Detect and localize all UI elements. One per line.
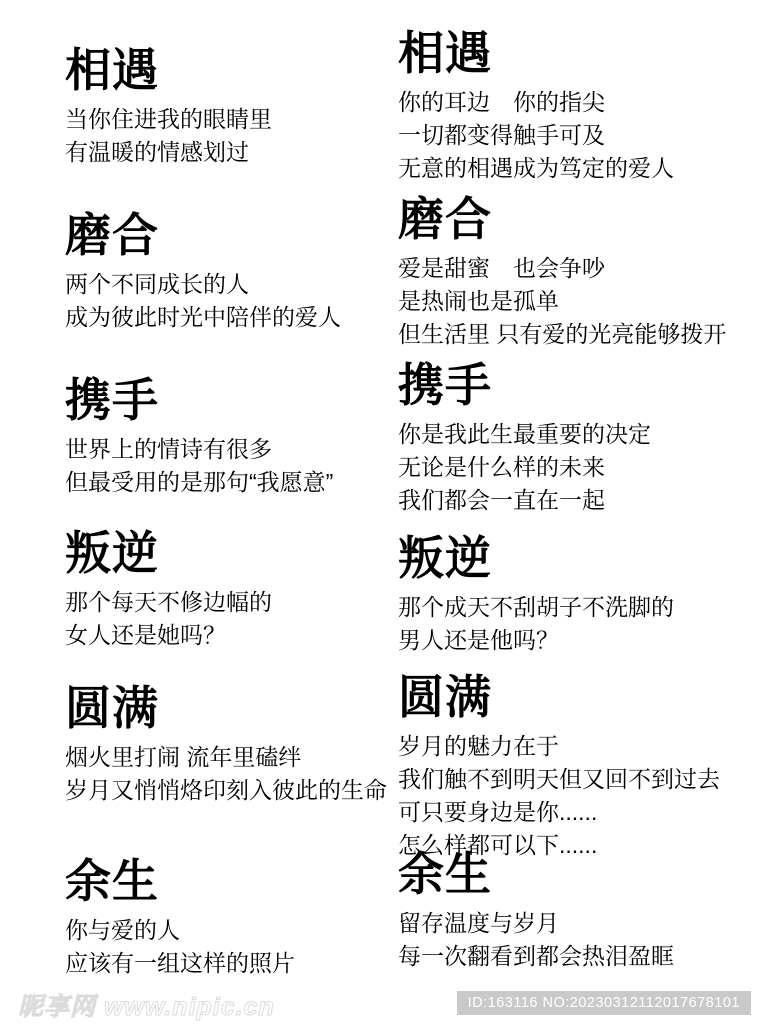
section-line: 怎么样都可以下...... <box>398 831 598 858</box>
section-line: 一切都变得触手可及 <box>398 121 605 148</box>
section-title: 余生 <box>398 848 492 900</box>
section-body <box>65 586 385 652</box>
section-line: 无论是什么样的未来 <box>398 453 605 480</box>
section-line: 无意的相遇成为笃定的爱人 <box>398 154 674 181</box>
section-line: 岁月又悄悄烙印刻入彼此的生命 <box>65 776 387 803</box>
section-line: 有温暖的情感划过 <box>65 138 249 165</box>
section-line: 但最受用的是那句“我愿意” <box>65 468 334 495</box>
section-right-hand-in-hand <box>398 360 748 517</box>
section-left-rebel <box>65 528 385 652</box>
image-id-badge: ID:163116 NO:20230312112017678101 <box>457 991 751 1015</box>
section-line: 但生活里 只有爱的光亮能够拨开 <box>398 320 727 347</box>
section-line: 我们都会一直在一起 <box>398 486 605 513</box>
section-line: 可只要身边是你...... <box>398 798 598 825</box>
section-body <box>398 591 748 657</box>
section-left-adjust <box>65 210 385 334</box>
section-line: 你与爱的人 <box>65 916 180 943</box>
section-body <box>65 268 385 334</box>
section-line: 世界上的情诗有很多 <box>65 435 272 462</box>
section-body <box>65 433 385 499</box>
section-title: 相遇 <box>65 44 159 96</box>
section-body <box>65 741 385 807</box>
section-title: 余生 <box>65 855 159 907</box>
section-line: 我们触不到明天但又回不到过去 <box>398 765 720 792</box>
section-title: 携手 <box>398 359 492 411</box>
section-right-fulfillment <box>398 672 748 862</box>
section-title: 磨合 <box>398 193 492 245</box>
section-title: 圆满 <box>398 671 492 723</box>
section-line: 男人还是他吗？ <box>398 626 559 653</box>
section-line: 应该有一组这样的照片 <box>65 949 295 976</box>
nipic-watermark: 昵享网 www.nipic.cn <box>18 993 275 1021</box>
section-left-fulfillment <box>65 683 385 807</box>
section-line: 你的耳边 你的指尖 <box>398 88 605 115</box>
section-line: 你是我此生最重要的决定 <box>398 420 651 447</box>
section-title: 相遇 <box>398 27 492 79</box>
section-line: 当你住进我的眼睛里 <box>65 105 272 132</box>
section-right-adjust <box>398 194 748 351</box>
section-title: 圆满 <box>65 682 159 734</box>
section-body <box>398 252 748 351</box>
section-line: 那个成天不刮胡子不洗脚的 <box>398 593 674 620</box>
section-left-hand-in-hand <box>65 375 385 499</box>
section-line: 烟火里打闹 流年里磕绊 <box>65 743 302 770</box>
section-line: 岁月的魅力在于 <box>398 732 559 759</box>
section-line: 两个不同成长的人 <box>65 270 249 297</box>
section-title: 叛逆 <box>65 527 159 579</box>
section-body <box>398 907 748 973</box>
section-body <box>398 418 748 517</box>
section-title: 叛逆 <box>398 532 492 584</box>
section-title: 磨合 <box>65 209 159 261</box>
section-left-rest-of-life <box>65 856 385 980</box>
section-body <box>65 103 385 169</box>
section-line: 那个每天不修边幅的 <box>65 588 272 615</box>
section-right-meet <box>398 28 748 185</box>
section-right-rest-of-life <box>398 849 748 973</box>
section-body <box>398 86 748 185</box>
section-line: 每一次翻看到都会热泪盈眶 <box>398 942 674 969</box>
section-right-rebel <box>398 533 748 657</box>
section-body <box>398 730 748 862</box>
section-line: 留存温度与岁月 <box>398 909 559 936</box>
section-body <box>65 914 385 980</box>
section-line: 女人还是她吗？ <box>65 621 226 648</box>
footer-bar <box>0 984 768 1024</box>
section-title: 携手 <box>65 374 159 426</box>
section-line: 成为彼此时光中陪伴的爱人 <box>65 303 341 330</box>
section-left-meet <box>65 45 385 169</box>
section-line: 是热闹也是孤单 <box>398 287 559 314</box>
section-line: 爱是甜蜜 也会争吵 <box>398 254 605 281</box>
